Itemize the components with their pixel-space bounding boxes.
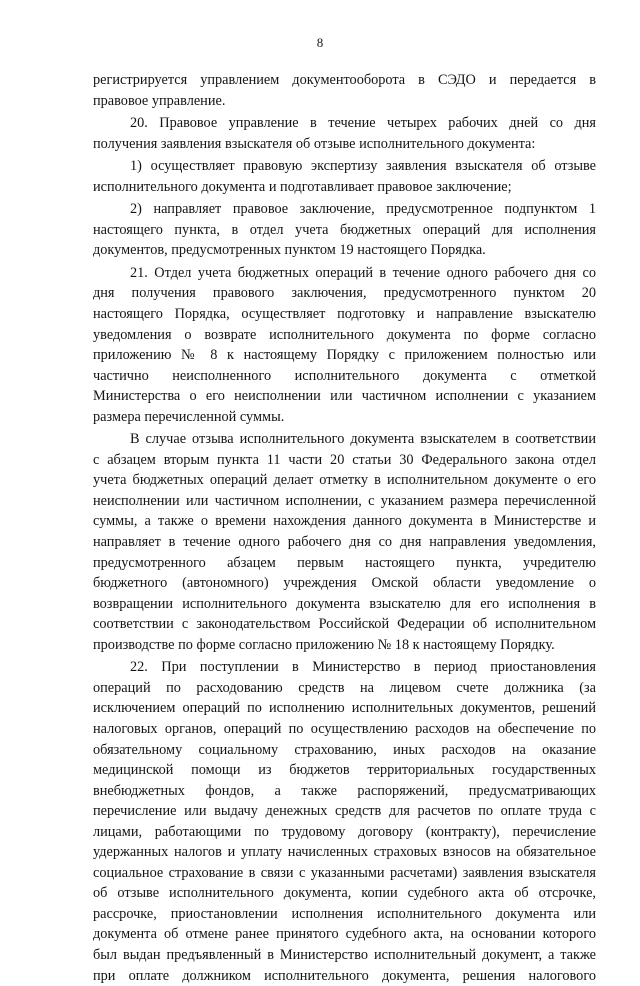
text-line: соответствии с законодательством Российской Федерации об исполнительном [93,616,596,633]
text-line: налоговых органов, операций по осуществлению расходов на обеспечение по [93,720,596,737]
text-line: удержанных налогов и уплату начисленных страховых взносов на обязательное [93,844,596,861]
text-line: документов, предусмотренных пунктом 19 настоящего Порядка. [93,242,486,259]
text-line: настоящего Порядка, осуществляет подготовку и направление взыскателю [93,306,596,323]
text-line: направляет в течение одного рабочего дня со дня направления уведомления, [93,534,596,551]
text-line: дня получения правового заключения, предусмотренного пунктом 20 [93,285,596,302]
text-line: при оплате должником исполнительного документа, решения налогового [93,967,596,984]
text-line: рассрочке, приостановлении исполнения исполнительного документа или [93,905,596,922]
text-line: исключением операций по исполнению исполнительных документов, решений [93,700,596,717]
text-line: с абзацем вторым пункта 11 части 20 статьи 30 Федерального закона отдел [93,451,596,468]
text-line: 21. Отдел учета бюджетных операций в течение одного рабочего дня со [130,264,596,281]
text-line: производстве по форме согласно приложению № 18 к настоящему Порядку. [93,636,555,653]
text-line: исполнительного документа и подготавливает правовое заключение; [93,178,512,195]
text-line: внебюджетных фондов, а также распоряжений, предусматривающих [93,782,596,799]
text-line: В случае отзыва исполнительного документа взыскателем в соответствии [130,431,596,448]
text-line: учета бюджетных операций делает отметку в исполнительном документе о его [93,472,596,489]
page-number: 8 [316,35,324,50]
text-line: правовое управление. [93,92,226,109]
text-line: обязательному социальному страхованию, иных расходов на оказание [93,741,596,758]
paragraph [93,657,596,986]
text-line: 20. Правовое управление в течение четырех рабочих дней со дня [130,115,596,132]
text-line: социальное страхование в связи с указанными расчетами) заявления взыскателя [93,864,596,881]
text-line: перечисление или выдачу денежных средств для расчетов по оплате труда с [93,803,596,820]
paragraph [93,263,596,427]
text-line: регистрируется управлением документооборота в СЭДО и передается в [93,72,596,88]
text-line: документа об отмене ранее принятого судебного акта, на основании которого [93,926,596,943]
text-line: возвращении исполнительного документа взыскателю для его исполнения в [93,595,596,612]
text-line: размера перечисленной суммы. [93,408,285,425]
text-line: настоящего пункта, в отдел учета бюджетных операций для исполнения [93,221,596,238]
text-line: операций по расходованию средств на лицевом счете должника (за [93,679,596,696]
text-line: 22. При поступлении в Министерство в период приостановления [130,659,596,676]
text-line: предусмотренного абзацем первым настоящего пункта, учредителю [93,554,596,571]
paragraph [93,429,596,655]
text-line: медицинской помощи из бюджетов территориальных государственных [93,762,596,779]
paragraph [93,156,596,197]
text-line: бюджетного (автономного) учреждения Омской области уведомление о [93,575,596,592]
text-line: неисполнении или частичном исполнении, с указанием размера перечисленной [93,492,596,509]
text-line: частично неисполненного исполнительного документа с отметкой [93,367,596,384]
text-line: уведомления о возврате исполнительного документа по форме согласно [93,326,596,343]
text-line: об отзыве исполнительного документа, копии судебного акта об отсрочке, [93,885,596,902]
text-line: получения заявления взыскателя об отзыве исполнительного документа: [93,135,536,152]
text-line: суммы, а также о времени нахождения данного документа в Министерстве и [93,513,596,530]
text-line: лицами, работающими по трудовому договору (контракту), перечисление [93,823,596,840]
paragraph [93,199,596,261]
text-line: Министерства о его неисполнении или частичном исполнении с указанием [93,388,596,405]
paragraph [93,113,596,154]
text-line: приложению № 8 к настоящему Порядку с приложением полностью или [93,347,596,364]
text-line: 1) осуществляет правовую экспертизу заявления взыскателя об отзыве [130,158,596,175]
text-line: 2) направляет правовое заключение, предусмотренное подпунктом 1 [130,201,596,218]
paragraph [93,70,596,111]
text-line: был выдан предъявленный в Министерство исполнительный документ, а также [93,946,596,963]
document-body [93,70,596,986]
